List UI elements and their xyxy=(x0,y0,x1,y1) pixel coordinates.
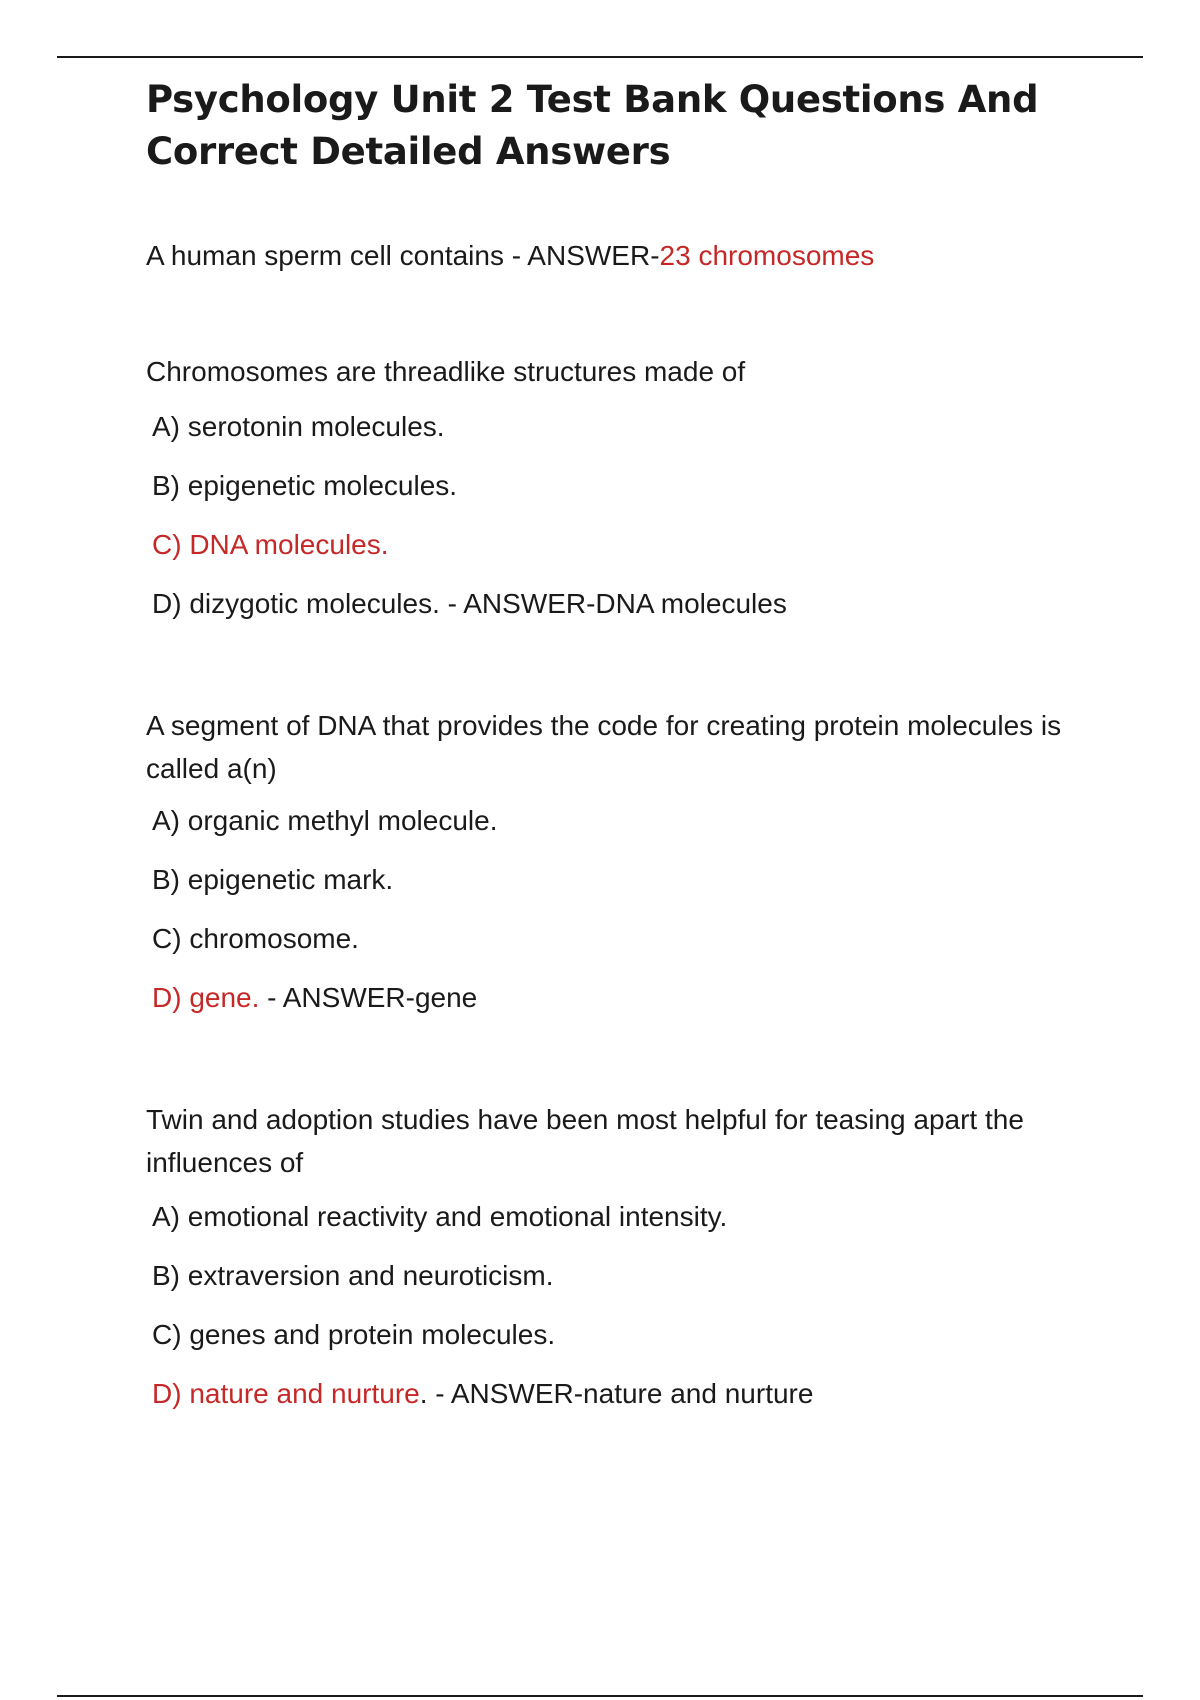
document-body xyxy=(146,74,1106,1409)
question-2-answer: - ANSWER-DNA molecules xyxy=(439,588,787,619)
question-3-option-d-text: D) gene. xyxy=(152,982,260,1013)
question-4-option-a: A) emotional reactivity and emotional intensity. xyxy=(152,1201,728,1232)
question-1 xyxy=(146,234,1106,277)
document-title: Psychology Unit 2 Test Bank Questions And Correct Detailed Answers xyxy=(146,78,1039,173)
question-3-option-d xyxy=(152,978,477,1018)
question-2-option-d xyxy=(152,584,787,624)
question-4-stem: Twin and adoption studies have been most helpful for teasing apart the influences of xyxy=(146,1104,1024,1178)
question-2 xyxy=(146,350,1106,619)
question-2-option-d-text: D) dizygotic molecules. xyxy=(152,588,440,619)
top-rule xyxy=(57,56,1143,58)
question-1-separator: - ANSWER- xyxy=(503,240,660,271)
question-3-answer: - ANSWER-gene xyxy=(259,982,478,1013)
question-2-option-a: A) serotonin molecules. xyxy=(152,411,445,442)
question-3-option-c: C) chromosome. xyxy=(152,923,359,954)
question-4 xyxy=(146,1098,1106,1409)
question-3-option-b: B) epigenetic mark. xyxy=(152,864,394,895)
question-3 xyxy=(146,704,1106,1013)
question-1-answer: 23 chromosomes xyxy=(659,240,875,271)
question-1-line xyxy=(146,234,1106,277)
question-4-option-d xyxy=(152,1374,813,1414)
question-3-option-a: A) organic methyl molecule. xyxy=(152,805,498,836)
question-2-option-b: B) epigenetic molecules. xyxy=(152,470,458,501)
question-3-stem: A segment of DNA that provides the code for creating protein molecules is called a(n) xyxy=(146,710,1062,784)
question-4-option-d-text: D) nature and nurture xyxy=(152,1378,420,1409)
bottom-rule xyxy=(57,1695,1143,1697)
question-2-stem: Chromosomes are threadlike structures made of xyxy=(146,356,746,387)
question-4-option-d-period: . xyxy=(419,1378,428,1409)
question-4-option-b: B) extraversion and neuroticism. xyxy=(152,1260,554,1291)
question-4-answer: - ANSWER-nature and nurture xyxy=(427,1378,814,1409)
question-4-option-c: C) genes and protein molecules. xyxy=(152,1319,556,1350)
question-1-stem: A human sperm cell contains xyxy=(146,240,504,271)
question-2-option-c: C) DNA molecules. xyxy=(152,529,389,560)
